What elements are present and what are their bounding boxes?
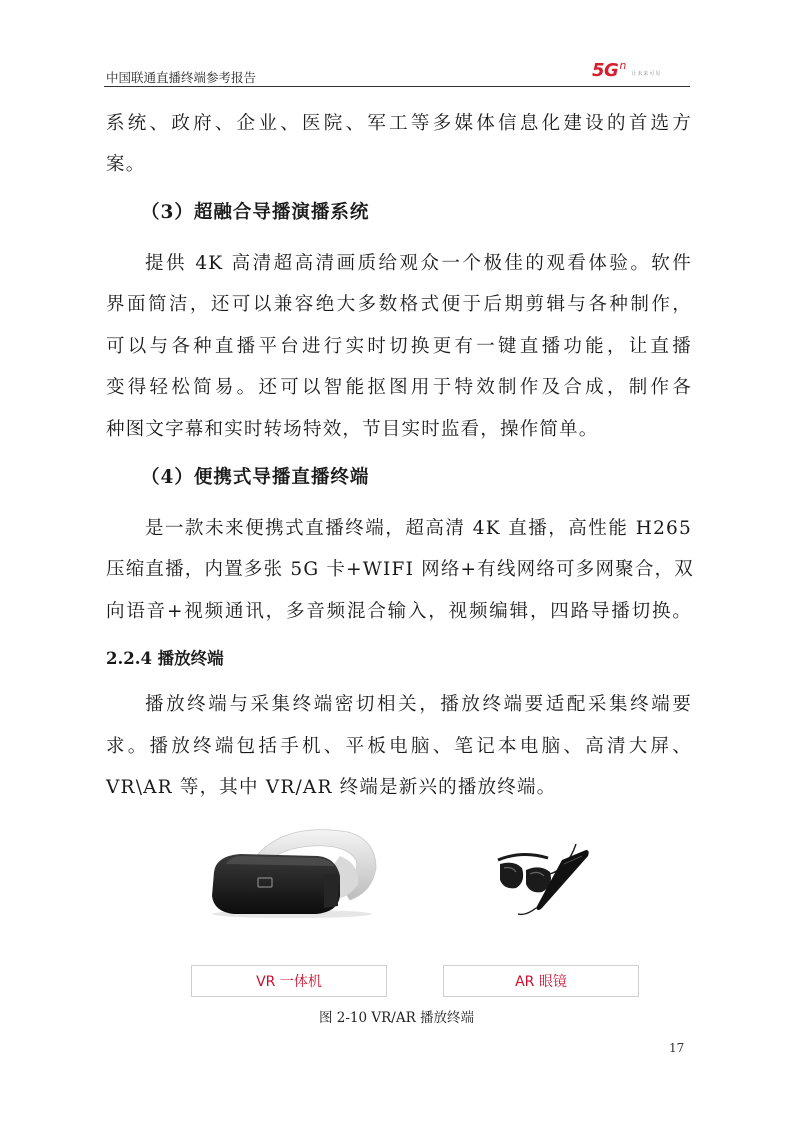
paragraph-line: 求。播放终端包括手机、平板电脑、笔记本电脑、高清大屏、 <box>106 736 692 757</box>
paragraph-line: 变得轻松简易。还可以智能抠图用于特效制作及合成，制作各 <box>106 377 692 398</box>
logo-tagline: 让未来可见 <box>631 71 662 77</box>
paragraph-line: 播放终端与采集终端密切相关，播放终端要适配采集终端要 <box>145 694 692 715</box>
paragraph-line: 提供 4K 高清超高清画质给观众一个极佳的观看体验。软件 <box>145 253 692 274</box>
vr-label-box <box>191 965 387 997</box>
page-number: 17 <box>669 1041 685 1055</box>
ar-label: AR 眼镜 <box>515 974 567 990</box>
paragraph-line: 系统、政府、企业、医院、军工等多媒体信息化建设的首选方 <box>106 113 692 134</box>
logo-5g-text: 5G <box>592 60 619 81</box>
paragraph-line: VR\AR 等，其中 VR/AR 终端是新兴的播放终端。 <box>106 777 557 798</box>
vr-headset-image <box>200 826 380 920</box>
paragraph-line: 可以与各种直播平台进行实时切换更有一键直播功能，让直播 <box>106 336 692 357</box>
subheading-fusion-system: （3）超融合导播演播系统 <box>141 202 370 223</box>
header-title: 中国联通直播终端参考报告 <box>106 70 257 85</box>
unicom-5gn-logo <box>592 60 661 81</box>
ar-label-box <box>443 965 639 997</box>
logo-n-superscript: n <box>619 59 627 72</box>
header-divider <box>104 86 690 87</box>
paragraph-line: 是一款未来便携式直播终端，超高清 4K 直播，高性能 H265 <box>145 518 692 539</box>
ar-glasses-image <box>492 838 592 920</box>
paragraph-line: 界面简洁，还可以兼容绝大多数格式便于后期剪辑与各种制作， <box>106 294 692 315</box>
subheading-portable-terminal: （4）便携式导播直播终端 <box>141 467 370 488</box>
paragraph-line: 向语音+视频通讯，多音频混合输入，视频编辑，四路导播切换。 <box>106 601 692 622</box>
paragraph-line: 案。 <box>106 154 146 175</box>
vr-label: VR 一体机 <box>256 974 322 990</box>
figure-caption: 图 2-10 VR/AR 播放终端 <box>318 1010 475 1026</box>
section-heading-playback-terminal: 2.2.4 播放终端 <box>106 649 224 668</box>
paragraph-line: 种图文字幕和实时转场特效，节目实时监看，操作简单。 <box>106 419 599 440</box>
paragraph-line: 压缩直播，内置多张 5G 卡+WIFI 网络+有线网络可多网聚合，双 <box>106 559 694 580</box>
